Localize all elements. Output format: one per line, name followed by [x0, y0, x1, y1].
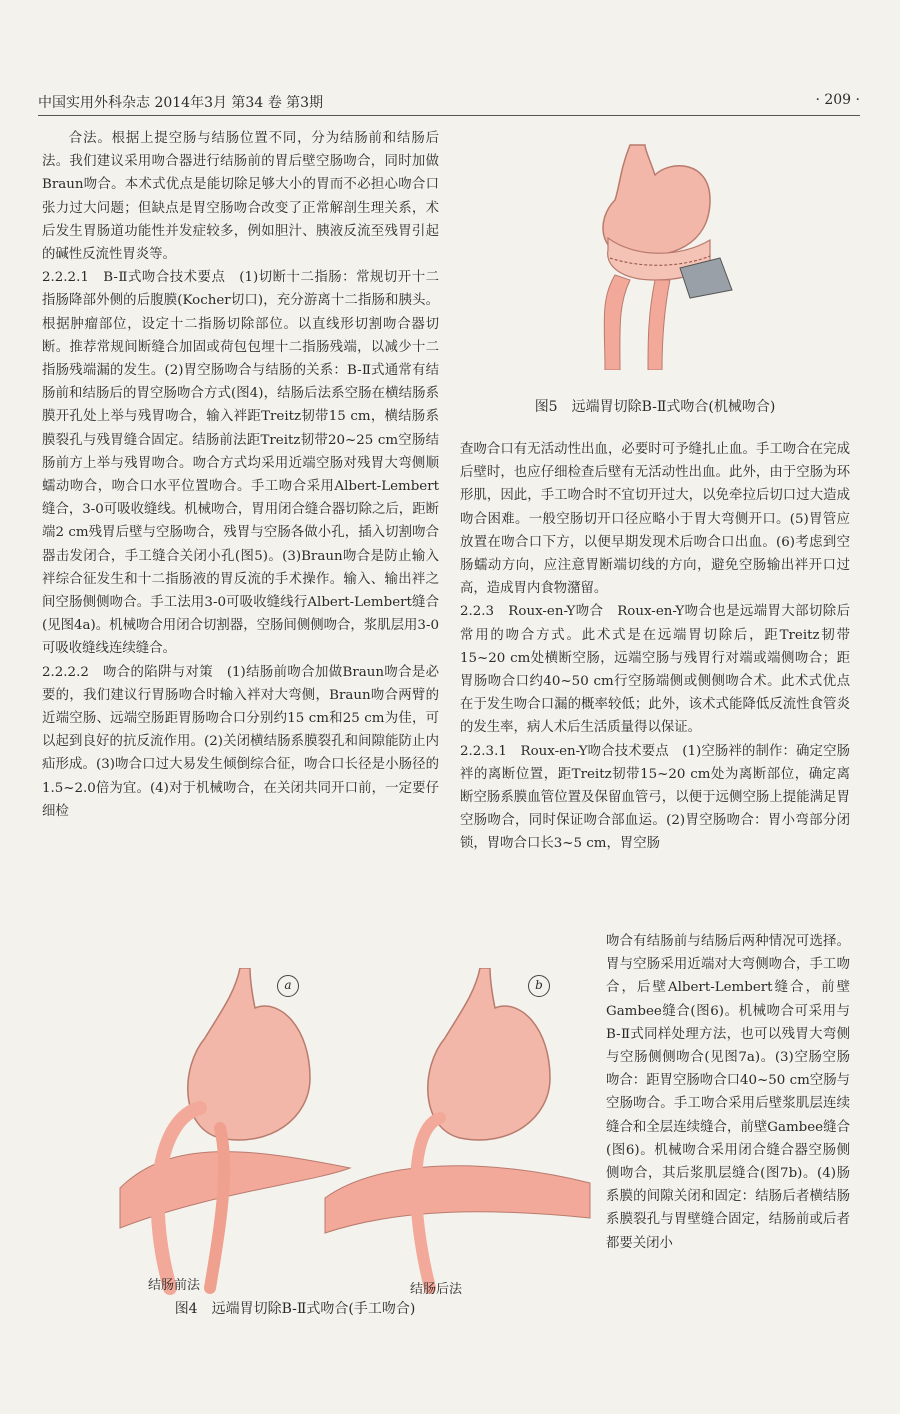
- figure-4a-label: 结肠前法: [148, 1278, 201, 1293]
- journal-info: 中国实用外科杂志 2014年3月 第34 卷 第3期: [38, 95, 324, 111]
- figure-4-illustration: [110, 968, 600, 1298]
- section-2-2-2-1: 2.2.2.1 B-Ⅱ式吻合技术要点 (1)切断十二指肠：常规切开十二指肠降部外侧的后腹膜(Kocher切口)，充分游离十二指肠和胰头。根据肿瘤部位，设定十二指肠切除部位。以直线形切割吻合器切断。推荐常规间断缝合加固或荷包包埋十二指肠残端，以减少十二指肠残端漏的发生。(2)胃空肠吻合与结肠的关系：B-Ⅱ式通常有结肠前和结肠后的胃空肠吻合方式(图4)，结肠后法系空肠在横结肠系膜开孔处上举与残胃吻合，输入袢距Treitz韧带15 cm，横结肠系膜裂孔与残胃缝合固定。结肠前法距Treitz韧带20~25 cm空肠结肠前方上举与残胃吻合。吻合方式均采用近端空肠对残胃大弯侧顺蠕动吻合，吻合口水平位置吻合。手工吻合采用Albert-Lembert缝合，3-0可吸收缝线。机械吻合，胃用闭合缝合器切除之后，距断端2 cm残胃后壁与空肠吻合，残胃与空肠各做小孔，插入切割吻合器击发闭合，手工缝合关闭小孔(图5)。(3)Braun吻合是防止输入袢综合征发生和十二指肠液的胃反流的手术操作。输入、输出袢之间空肠侧侧吻合。手工法用3-0可吸收缝线行Albert-Lembert缝合(见图4a)。机械吻合用闭合切割器，空肠间侧侧吻合，浆肌层用3-0可吸收缝线连续缝合。: [42, 270, 439, 657]
- paragraph: 合法。根据上提空肠与结肠位置不同，分为结肠前和结肠后法。我们建议采用吻合器进行结肠前的胃后壁空肠吻合，同时加做Braun吻合。本术式优点是能切除足够大小的胃而不必担心吻合口张力过大问题；但缺点是胃空肠吻合改变了正常解剖生理关系，术后发生胃肠道功能性并发症较多，例如胆汁、胰液反流至残胃引起的碱性反流性胃炎等。: [42, 131, 439, 263]
- left-column: [42, 127, 439, 823]
- section-2-2-2-2: 2.2.2.2 吻合的陷阱与对策 (1)结肠前吻合加做Braun吻合是必要的，我们建议行胃肠吻合时输入袢对大弯侧，Braun吻合两臂的近端空肠、远端空肠距胃肠吻合口分别约15 cm和25 cm为佳，可以起到良好的抗反流作用。(2)关闭横结肠系膜裂孔和间隙能防止内疝形成。(3)吻合口过大易发生倾倒综合征，吻合口长径是小肠径的1.5~2.0倍为宜。(4)对于机械吻合，在关闭共同开口前，一定要仔细检: [42, 664, 439, 819]
- right-column-top: [460, 438, 850, 856]
- page-number: · 209 ·: [815, 92, 860, 108]
- jejunum-limb: [604, 275, 630, 370]
- figure-4a: [120, 968, 350, 1288]
- figure-4a-marker: a: [277, 975, 299, 997]
- paragraph: 查吻合口有无活动性出血，必要时可予缝扎止血。手工吻合在完成后壁时，也应仔细检查后壁有无活动性出血。此外，由于空肠为环形肌，因此，手工吻合时不宜切开过大，以免牵拉后切口过大造成吻合困难。一般空肠切开口径应略小于胃大弯侧开口。(5)胃管应放置在吻合口下方，以便早期发现术后吻合口出血。(6)考虑到空肠蠕动方向，应注意胃断端切线的方向，避免空肠输出袢开口过高，造成胃内食物潴留。: [460, 442, 850, 597]
- section-2-2-3-1: 2.2.3.1 Roux-en-Y吻合技术要点 (1)空肠袢的制作：确定空肠袢的离断位置，距Treitz韧带15~20 cm处为离断部位，确定离断空肠系膜血管位置及保留血管弓，以便于远侧空肠上提能满足胃空肠吻合，同时保证吻合部血运。(2)胃空肠吻合：胃小弯部分闭锁，胃吻合口长3~5 cm，胃空肠: [460, 743, 850, 852]
- figure-4b: [325, 968, 590, 1288]
- jejunum-limb: [648, 280, 670, 370]
- figure-4b-marker: b: [528, 975, 550, 997]
- figure-5-caption: 图5 远端胃切除B-Ⅱ式吻合(机械吻合): [534, 399, 776, 415]
- figure-4-caption: 图4 远端胃切除B-Ⅱ式吻合(手工吻合): [174, 1301, 416, 1317]
- header-rule: [38, 115, 860, 116]
- section-2-2-3: 2.2.3 Roux-en-Y吻合 Roux-en-Y吻合也是远端胃大部切除后常用的吻合方式。此术式是在远端胃切除后，距Treitz韧带15~20 cm处横断空肠，远端空肠与残胃行对端或端侧吻合；距胃肠吻合口约40~50 cm行空肠端侧或侧侧吻合术。此术式优点在于发生吻合口漏的概率较低；此外，该术式能降低反流性食管炎的发生率，病人术后生活质量得以保证。: [460, 604, 850, 736]
- colon-shape: [325, 1166, 590, 1233]
- figure-5-illustration: [560, 140, 760, 370]
- right-column-bottom: [606, 930, 850, 1255]
- paragraph: 吻合有结肠前与结肠后两种情况可选择。胃与空肠采用近端对大弯侧吻合，手工吻合，后壁Albert-Lembert缝合，前壁Gambee缝合(图6)。机械吻合可采用与B-Ⅱ式同样处理方法，也可以残胃大弯侧与空肠侧侧吻合(见图7a)。(3)空肠空肠吻合：距胃空肠吻合口40~50 cm空肠与空肠吻合。手工吻合采用后壁浆肌层连续缝合和全层连续缝合，前壁Gambee缝合(图6)。机械吻合采用闭合缝合器空肠侧侧吻合，其后浆肌层缝合(图7b)。(4)肠系膜的间隙关闭和固定：结肠后者横结肠系膜裂孔与胃壁缝合固定，结肠前或后者都要关闭小: [606, 934, 850, 1251]
- stomach-shape: [603, 145, 710, 256]
- figure-4b-label: 结肠后法: [410, 1282, 463, 1297]
- running-header: [38, 92, 860, 112]
